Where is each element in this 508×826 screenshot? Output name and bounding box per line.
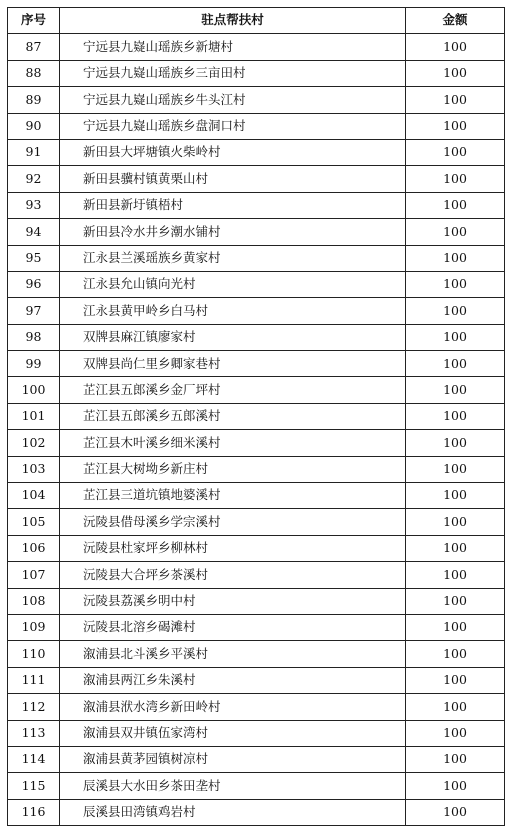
row-index: 105	[8, 509, 60, 535]
row-amount: 100	[406, 324, 505, 350]
row-village: 溆浦县北斗溪乡平溪村	[60, 641, 406, 667]
row-index: 101	[8, 403, 60, 429]
row-index: 116	[8, 799, 60, 825]
table-row	[8, 377, 505, 403]
row-index: 103	[8, 456, 60, 482]
header-village: 驻点帮扶村	[60, 8, 406, 34]
row-index: 100	[8, 377, 60, 403]
table-row	[8, 87, 505, 113]
row-amount: 100	[406, 614, 505, 640]
table-body	[8, 34, 505, 826]
header-amount: 金额	[406, 8, 505, 34]
table-row	[8, 60, 505, 86]
table-row	[8, 456, 505, 482]
row-amount: 100	[406, 641, 505, 667]
row-village: 沅陵县杜家坪乡柳林村	[60, 535, 406, 561]
row-index: 111	[8, 667, 60, 693]
row-index: 95	[8, 245, 60, 271]
row-village: 溆浦县两江乡朱溪村	[60, 667, 406, 693]
table-row	[8, 245, 505, 271]
row-village: 溆浦县双井镇伍家湾村	[60, 720, 406, 746]
row-amount: 100	[406, 166, 505, 192]
row-amount: 100	[406, 87, 505, 113]
table-row	[8, 667, 505, 693]
row-index: 99	[8, 351, 60, 377]
table-row	[8, 535, 505, 561]
table-row	[8, 298, 505, 324]
row-amount: 100	[406, 483, 505, 509]
row-village: 宁远县九嶷山瑶族乡盘洞口村	[60, 113, 406, 139]
row-amount: 100	[406, 298, 505, 324]
table-row	[8, 219, 505, 245]
table-row	[8, 746, 505, 772]
row-amount: 100	[406, 377, 505, 403]
row-index: 109	[8, 614, 60, 640]
row-index: 115	[8, 773, 60, 799]
row-village: 芷江县五郎溪乡五郎溪村	[60, 403, 406, 429]
row-amount: 100	[406, 562, 505, 588]
row-amount: 100	[406, 139, 505, 165]
row-village: 宁远县九嶷山瑶族乡新塘村	[60, 34, 406, 60]
row-index: 90	[8, 113, 60, 139]
row-village: 新田县大坪塘镇火柴岭村	[60, 139, 406, 165]
row-village: 沅陵县借母溪乡学宗溪村	[60, 509, 406, 535]
row-amount: 100	[406, 192, 505, 218]
row-amount: 100	[406, 113, 505, 139]
row-index: 89	[8, 87, 60, 113]
row-village: 芷江县三道坑镇地婆溪村	[60, 483, 406, 509]
table-row	[8, 192, 505, 218]
row-amount: 100	[406, 799, 505, 825]
row-index: 93	[8, 192, 60, 218]
row-village: 新田县新圩镇梧村	[60, 192, 406, 218]
row-village: 新田县冷水井乡潮水铺村	[60, 219, 406, 245]
row-amount: 100	[406, 403, 505, 429]
row-index: 107	[8, 562, 60, 588]
row-index: 91	[8, 139, 60, 165]
table-row	[8, 773, 505, 799]
table-row	[8, 562, 505, 588]
table-row	[8, 720, 505, 746]
row-village: 芷江县大树坳乡新庄村	[60, 456, 406, 482]
funding-table	[7, 7, 505, 826]
row-village: 辰溪县田湾镇鸡岩村	[60, 799, 406, 825]
row-index: 108	[8, 588, 60, 614]
row-village: 芷江县五郎溪乡金厂坪村	[60, 377, 406, 403]
row-amount: 100	[406, 34, 505, 60]
header-index: 序号	[8, 8, 60, 34]
row-amount: 100	[406, 694, 505, 720]
row-index: 102	[8, 430, 60, 456]
row-index: 114	[8, 746, 60, 772]
table-row	[8, 324, 505, 350]
table-row	[8, 403, 505, 429]
table-row	[8, 113, 505, 139]
row-amount: 100	[406, 746, 505, 772]
row-village: 江永县黄甲岭乡白马村	[60, 298, 406, 324]
table-row	[8, 34, 505, 60]
row-village: 芷江县木叶溪乡细米溪村	[60, 430, 406, 456]
row-index: 110	[8, 641, 60, 667]
table-row	[8, 483, 505, 509]
row-index: 96	[8, 271, 60, 297]
row-village: 辰溪县大水田乡茶田垄村	[60, 773, 406, 799]
row-amount: 100	[406, 588, 505, 614]
row-index: 92	[8, 166, 60, 192]
table-row	[8, 271, 505, 297]
row-village: 沅陵县大合坪乡茶溪村	[60, 562, 406, 588]
row-index: 94	[8, 219, 60, 245]
row-village: 宁远县九嶷山瑶族乡牛头江村	[60, 87, 406, 113]
row-village: 宁远县九嶷山瑶族乡三亩田村	[60, 60, 406, 86]
row-amount: 100	[406, 351, 505, 377]
row-amount: 100	[406, 245, 505, 271]
row-village: 双牌县麻江镇廖家村	[60, 324, 406, 350]
row-village: 双牌县尚仁里乡卿家巷村	[60, 351, 406, 377]
table-row	[8, 509, 505, 535]
row-index: 106	[8, 535, 60, 561]
row-index: 87	[8, 34, 60, 60]
row-village: 溆浦县洑水湾乡新田岭村	[60, 694, 406, 720]
row-amount: 100	[406, 535, 505, 561]
row-village: 溆浦县黄茅园镇树凉村	[60, 746, 406, 772]
row-village: 沅陵县荔溪乡明中村	[60, 588, 406, 614]
table-row	[8, 588, 505, 614]
row-amount: 100	[406, 271, 505, 297]
row-amount: 100	[406, 773, 505, 799]
row-amount: 100	[406, 219, 505, 245]
row-amount: 100	[406, 720, 505, 746]
row-village: 新田县骥村镇黄栗山村	[60, 166, 406, 192]
row-index: 98	[8, 324, 60, 350]
table-header-row	[8, 8, 505, 34]
row-index: 88	[8, 60, 60, 86]
row-amount: 100	[406, 60, 505, 86]
table-row	[8, 430, 505, 456]
table-row	[8, 694, 505, 720]
row-amount: 100	[406, 430, 505, 456]
table-row	[8, 139, 505, 165]
row-amount: 100	[406, 667, 505, 693]
table-row	[8, 614, 505, 640]
table-row	[8, 799, 505, 825]
table-row	[8, 166, 505, 192]
row-village: 沅陵县北溶乡碣滩村	[60, 614, 406, 640]
row-village: 江永县兰溪瑶族乡黄家村	[60, 245, 406, 271]
row-index: 97	[8, 298, 60, 324]
row-amount: 100	[406, 456, 505, 482]
row-village: 江永县允山镇向光村	[60, 271, 406, 297]
row-index: 104	[8, 483, 60, 509]
row-amount: 100	[406, 509, 505, 535]
table-row	[8, 351, 505, 377]
row-index: 112	[8, 694, 60, 720]
row-index: 113	[8, 720, 60, 746]
table-row	[8, 641, 505, 667]
